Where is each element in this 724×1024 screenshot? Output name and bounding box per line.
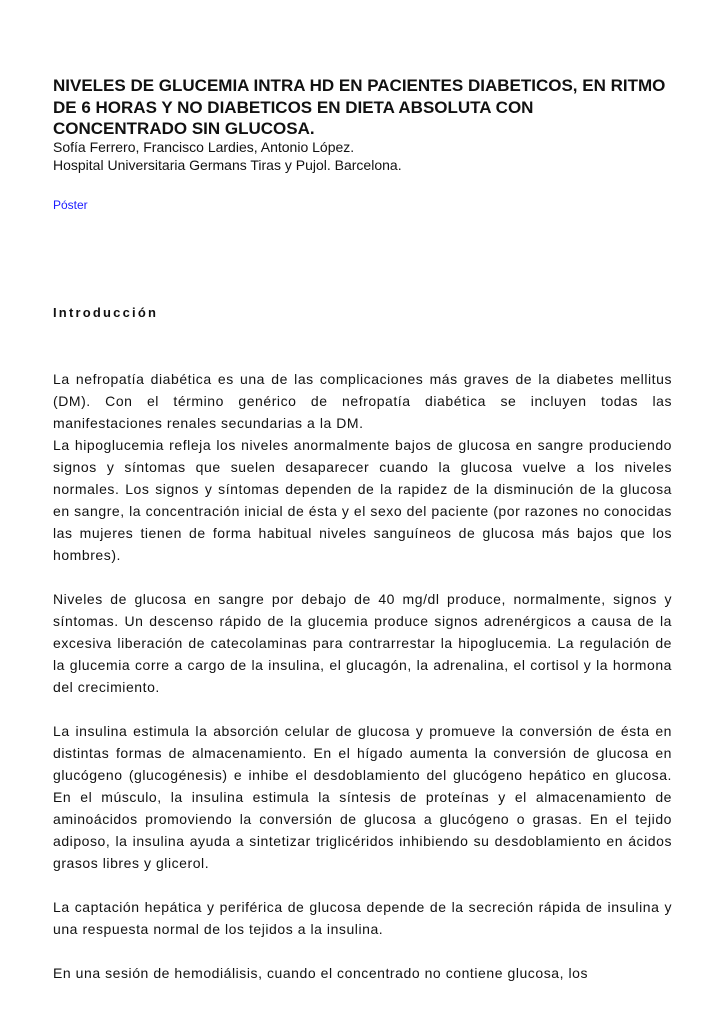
paragraph: La captación hepática y periférica de glucosa depende de la secreción rápida de insulina y una respuesta normal de los tejidos a la insulina. [53,899,672,937]
affiliation: Hospital Universitaria Germans Tiras y Pujol. Barcelona. [53,157,402,173]
paragraph: La nefropatía diabética es una de las complicaciones más graves de la diabetes mellitus (DM). Con el término genérico de nefropatía diabética se incluyen todas las manifestaciones renales secundarias a la DM. [53,371,672,431]
paragraph: La insulina estimula la absorción celular de glucosa y promueve la conversión de ésta en distintas formas de almacenamiento. En el hígado aumenta la conversión de glucosa en glucógeno (glucogénesis) e inhibe el desdoblamiento del glucógeno hepático en glucosa. En el músculo, la insulina estimula la síntesis de proteínas y el almacenamiento de aminoácidos promoviendo la conversión de glucosa a glucógeno o grasas. En el tejido adiposo, la insulina ayuda a sintetizar triglicéridos inhibiendo su desdoblamiento en ácidos grasos libres y glicerol. [53,723,672,871]
document-title: NIVELES DE GLUCEMIA INTRA HD EN PACIENTES DIABETICOS, EN RITMO DE 6 HORAS Y NO DIABETICOS EN DIETA ABSOLUTA CON CONCENTRADO SIN GLUCOSA. [53,76,666,138]
poster-link[interactable]: Póster [53,198,88,212]
paragraph: Niveles de glucosa en sangre por debajo de 40 mg/dl produce, normalmente, signos y síntomas. Un descenso rápido de la glucemia produce signos adrenérgicos a causa de la excesiva liberación de catecolaminas para contrarrestar la hipoglucemia. La regulación de la glucemia corre a cargo de la insulina, el glucagón, la adrenalina, el cortisol y la hormona del crecimiento. [53,591,672,695]
paragraph: La hipoglucemia refleja los niveles anormalmente bajos de glucosa en sangre produciendo signos y síntomas que suelen desaparecer cuando la glucosa vuelve a los niveles normales. Los signos y síntomas dependen de la rapidez de la disminución de la glucosa en sangre, la concentración inicial de ésta y el sexo del paciente (por razones no conocidas las mujeres tienen de forma habitual niveles sanguíneos de glucosa más bajos que los hombres). [53,437,672,563]
section-heading-introduccion: Introducción [53,305,159,320]
paragraph: En una sesión de hemodiálisis, cuando el concentrado no contiene glucosa, los [53,965,589,981]
authors: Sofía Ferrero, Francisco Lardies, Antonio López. [53,139,355,155]
introduction-body [53,368,672,1006]
